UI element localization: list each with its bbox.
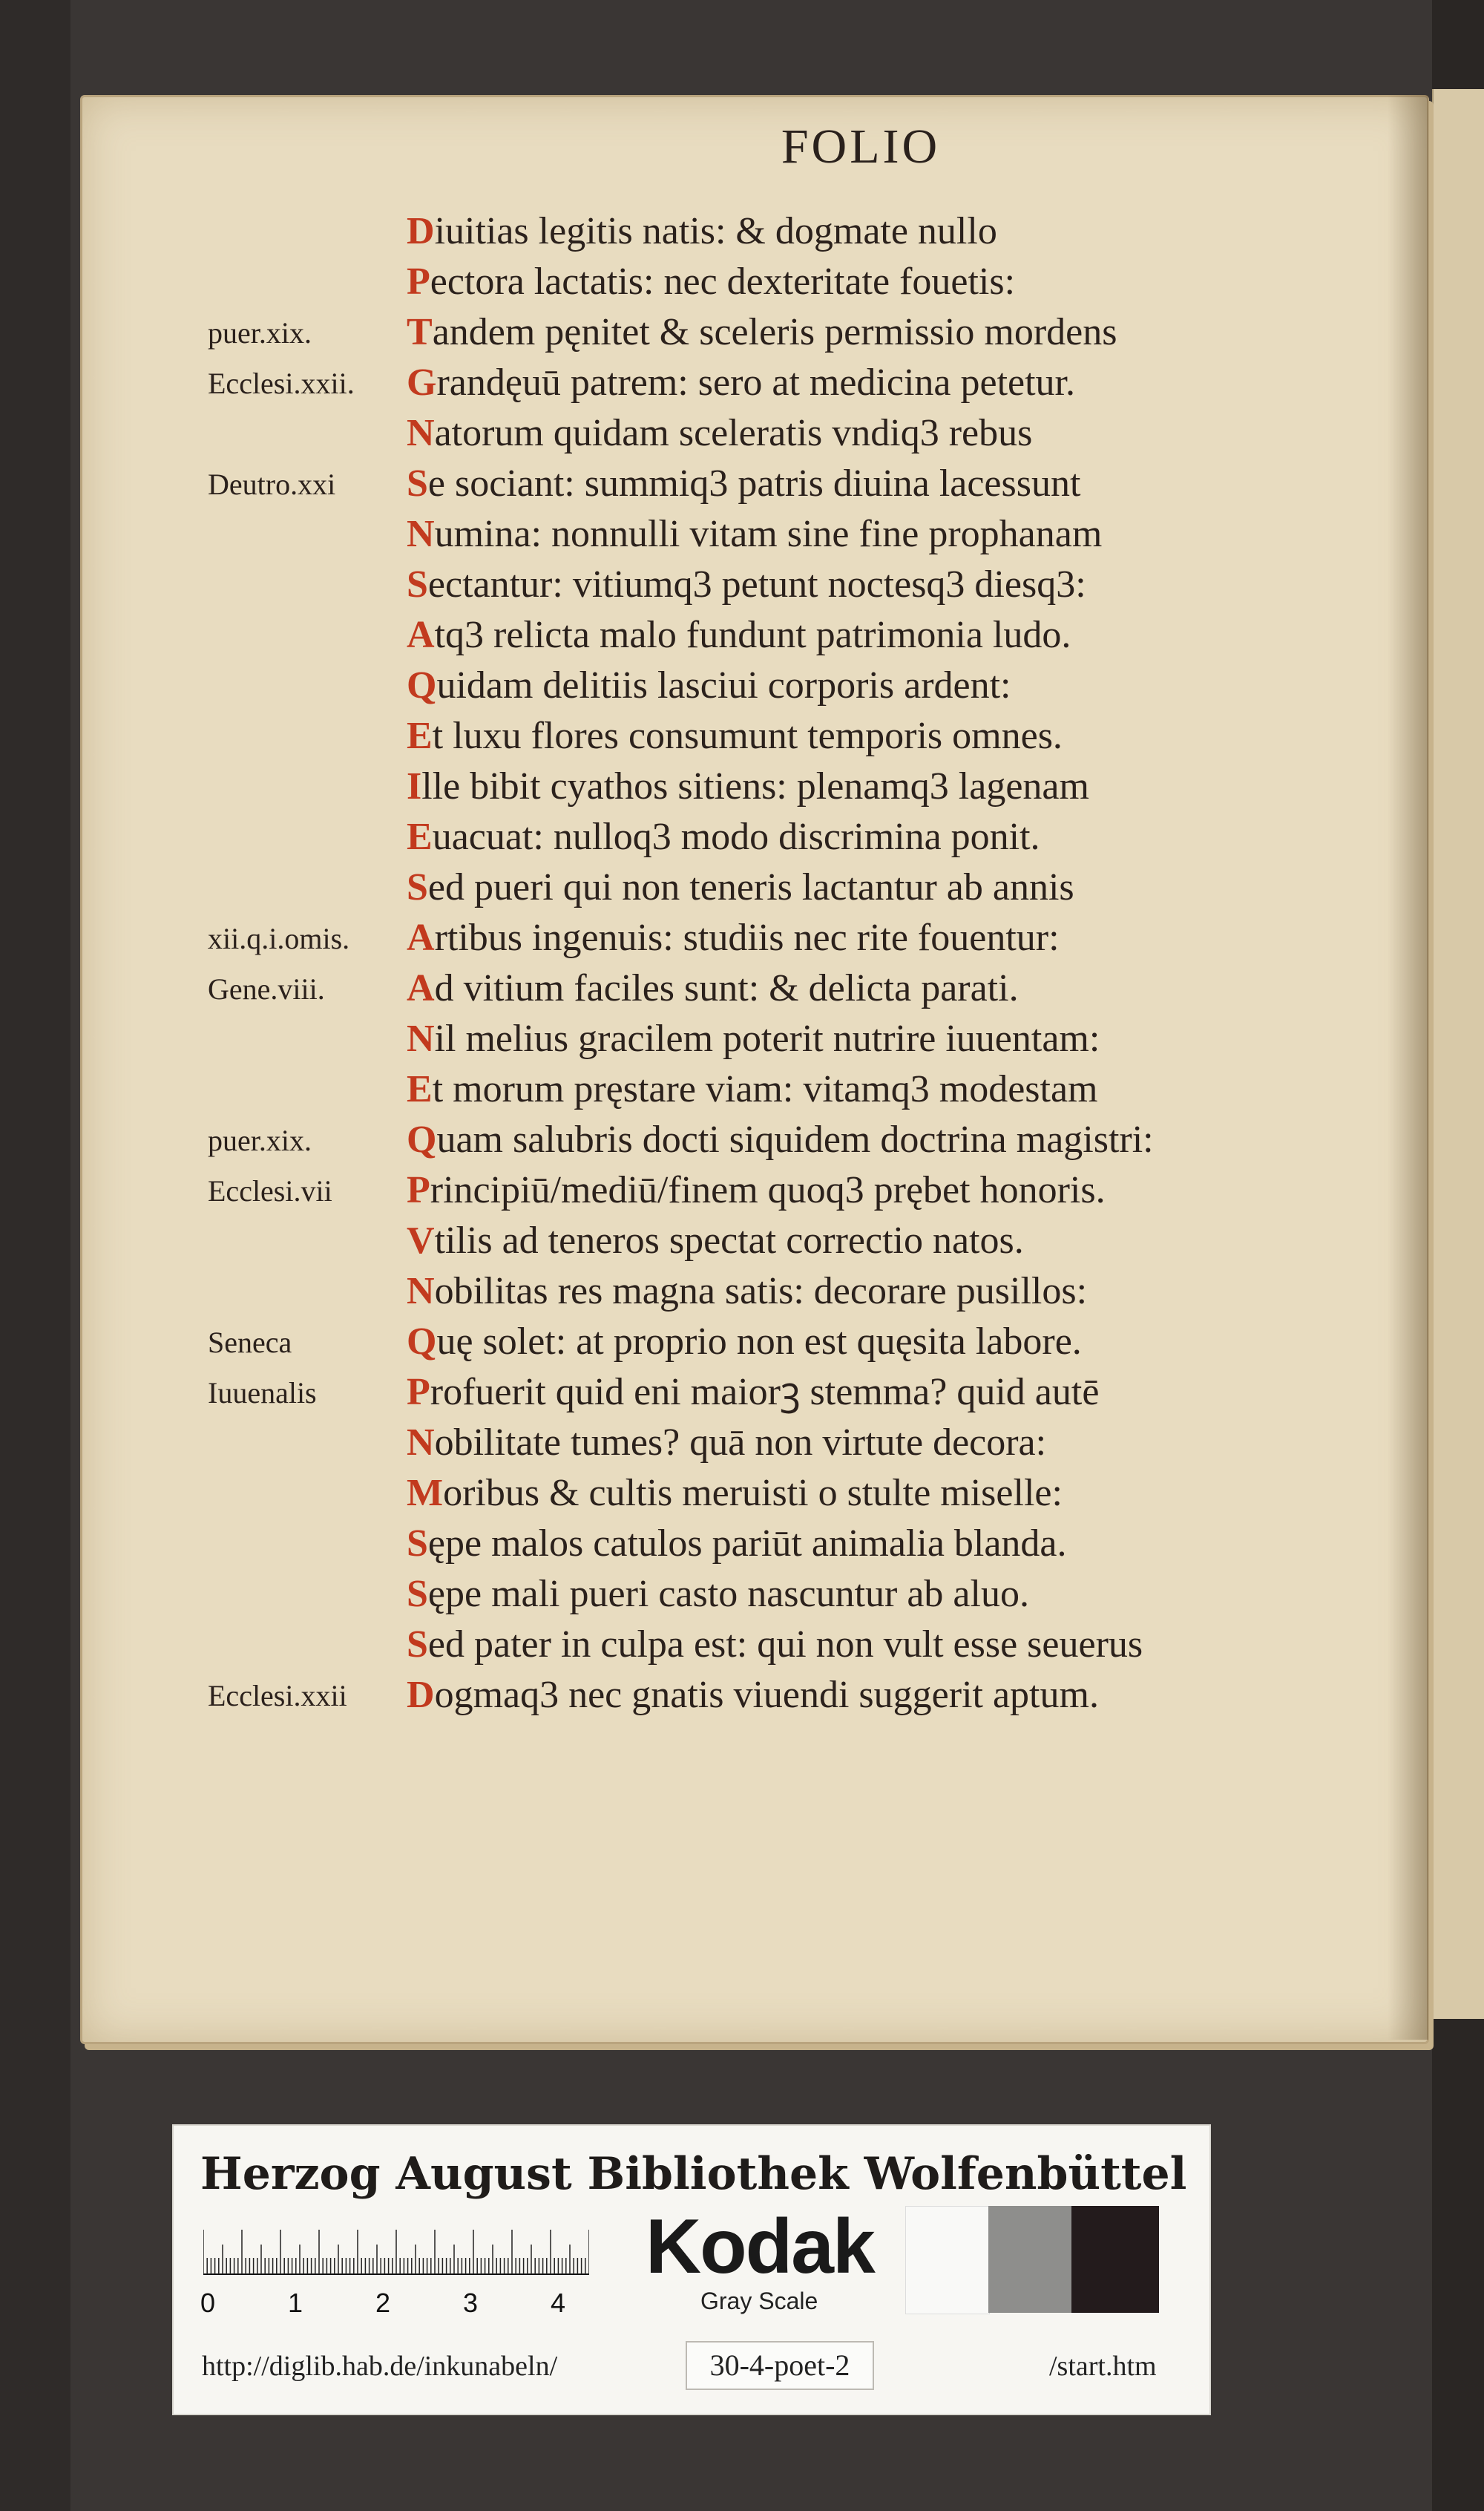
line-text: uam salubris docti siquidem doctrina magistri: bbox=[436, 1119, 1154, 1161]
ruler-number: 3 bbox=[463, 2288, 479, 2318]
text-lines bbox=[407, 206, 1327, 1721]
line-text: oribus & cultis meruisti o stulte miselle: bbox=[443, 1472, 1063, 1514]
text-line bbox=[407, 661, 1327, 711]
margin-note: Deutro.xxi bbox=[208, 468, 336, 501]
shelfmark: 30-4-poet-2 bbox=[686, 2341, 874, 2390]
rubricated-initial: E bbox=[407, 1068, 433, 1110]
gray-swatch-white bbox=[905, 2206, 990, 2314]
main-text-block bbox=[407, 206, 1327, 1721]
line-text: ectora lactatis: nec dexteritate fouetis: bbox=[430, 261, 1016, 303]
text-line bbox=[407, 862, 1327, 913]
margin-note: Iuuenalis bbox=[208, 1376, 317, 1410]
text-line bbox=[407, 1569, 1327, 1620]
url-base: http://diglib.hab.de/inkunabeln/ bbox=[202, 2351, 558, 2382]
line-text: ępe malos catulos pariūt animalia blanda. bbox=[427, 1522, 1067, 1565]
rubricated-initial: E bbox=[407, 715, 433, 757]
rubricated-initial: N bbox=[407, 1018, 435, 1060]
line-text: t morum pręstare viam: vitamq3 modestam bbox=[432, 1068, 1098, 1110]
gray-swatch-mid bbox=[988, 2206, 1071, 2313]
ruler-number: 4 bbox=[551, 2288, 566, 2318]
ruler-number: 2 bbox=[375, 2288, 391, 2318]
rubricated-initial: V bbox=[407, 1220, 435, 1262]
rubricated-initial: A bbox=[407, 614, 435, 656]
line-text: ępe mali pueri casto nascuntur ab aluo. bbox=[427, 1573, 1029, 1615]
margin-note: Seneca bbox=[208, 1326, 292, 1359]
text-line bbox=[407, 1519, 1327, 1569]
text-line bbox=[407, 1014, 1327, 1064]
text-line bbox=[407, 257, 1327, 307]
text-line bbox=[407, 1418, 1327, 1468]
line-text: rincipiū/mediū/finem quoq3 prębet honoris. bbox=[430, 1169, 1106, 1211]
text-line bbox=[407, 1064, 1327, 1115]
library-title: Herzog August Bibliothek Wolfenbüttel bbox=[200, 2148, 1187, 2200]
text-line bbox=[407, 1115, 1327, 1165]
line-text: t luxu flores consumunt temporis omnes. bbox=[432, 715, 1063, 757]
page-header-folio: FOLIO bbox=[781, 120, 941, 174]
scale-ruler bbox=[203, 2216, 589, 2276]
text-line bbox=[407, 408, 1327, 459]
text-line bbox=[407, 812, 1327, 862]
line-text: obilitate tumes? quā non virtute decora: bbox=[434, 1421, 1047, 1464]
rubricated-initial: N bbox=[407, 412, 435, 454]
margin-note: puer.xix. bbox=[208, 316, 312, 350]
text-line bbox=[407, 913, 1327, 963]
rubricated-initial: N bbox=[407, 1270, 435, 1312]
text-line bbox=[407, 307, 1327, 358]
line-text: uidam delitiis lasciui corporis ardent: bbox=[436, 664, 1011, 707]
rubricated-initial: D bbox=[407, 1674, 435, 1716]
line-text: il melius gracilem poterit nutrire iuuentam: bbox=[434, 1018, 1100, 1060]
rubricated-initial: Q bbox=[407, 1119, 437, 1161]
text-line bbox=[407, 1620, 1327, 1670]
line-text: tq3 relicta malo fundunt patrimonia ludo. bbox=[434, 614, 1071, 656]
line-text: rtibus ingenuis: studiis nec rite fouentur: bbox=[434, 917, 1060, 959]
text-line bbox=[407, 509, 1327, 560]
rubricated-initial: A bbox=[407, 917, 435, 959]
rubricated-initial: Q bbox=[407, 1320, 437, 1363]
line-text: rofuerit quid eni maiorꝫ stemma? quid autē bbox=[430, 1371, 1100, 1413]
url-suffix: /start.htm bbox=[1049, 2351, 1157, 2382]
text-line bbox=[407, 1367, 1327, 1418]
line-text: ed pater in culpa est: qui non vult esse seuerus bbox=[427, 1623, 1143, 1666]
text-line bbox=[407, 560, 1327, 610]
line-text: obilitas res magna satis: decorare pusillos: bbox=[434, 1270, 1088, 1312]
margin-note: puer.xix. bbox=[208, 1124, 312, 1157]
text-line bbox=[407, 711, 1327, 762]
line-text: atorum quidam sceleratis vndiq3 rebus bbox=[434, 412, 1033, 454]
rubricated-initial: M bbox=[407, 1472, 444, 1514]
line-text: andem pęnitet & sceleris permissio mordens bbox=[432, 311, 1117, 353]
gutter-shadow bbox=[1388, 95, 1428, 2040]
text-line bbox=[407, 1468, 1327, 1519]
kodak-logo: Kodak bbox=[646, 2204, 874, 2290]
text-line bbox=[407, 206, 1327, 257]
text-line bbox=[407, 1317, 1327, 1367]
text-line bbox=[407, 1216, 1327, 1266]
line-text: randęuū patrem: sero at medicina petetur. bbox=[436, 361, 1075, 404]
rubricated-initial: A bbox=[407, 967, 435, 1009]
line-text: lle bibit cyathos sitiens: plenamq3 lagenam bbox=[421, 765, 1089, 808]
rubricated-initial: N bbox=[407, 513, 435, 555]
rubricated-initial: P bbox=[407, 1371, 430, 1413]
rubricated-initial: S bbox=[407, 1623, 428, 1666]
adjacent-page-edge bbox=[1432, 89, 1484, 2019]
text-line bbox=[407, 459, 1327, 509]
line-text: iuitias legitis natis: & dogmate nullo bbox=[434, 210, 997, 252]
rubricated-initial: Q bbox=[407, 664, 437, 707]
text-line bbox=[407, 762, 1327, 812]
margin-note: Gene.viii. bbox=[208, 972, 325, 1006]
margin-note: Ecclesi.vii bbox=[208, 1174, 332, 1208]
text-line bbox=[407, 1670, 1327, 1721]
line-text: uacuat: nulloq3 modo discrimina ponit. bbox=[432, 816, 1040, 858]
rubricated-initial: S bbox=[407, 563, 428, 606]
line-text: ed pueri qui non teneris lactantur ab annis bbox=[427, 866, 1074, 909]
margin-note: Ecclesi.xxii. bbox=[208, 367, 355, 400]
line-text: d vitium faciles sunt: & delicta parati. bbox=[434, 967, 1019, 1009]
rubricated-initial: T bbox=[407, 311, 433, 353]
line-text: ogmaq3 nec gnatis viuendi suggerit aptum. bbox=[434, 1674, 1099, 1716]
text-line bbox=[407, 1266, 1327, 1317]
ruler-number: 1 bbox=[288, 2288, 303, 2318]
text-line bbox=[407, 358, 1327, 408]
text-line bbox=[407, 1165, 1327, 1216]
rubricated-initial: I bbox=[407, 765, 422, 808]
rubricated-initial: S bbox=[407, 1522, 428, 1565]
line-text: tilis ad teneros spectat correctio natos. bbox=[434, 1220, 1024, 1262]
rubricated-initial: D bbox=[407, 210, 435, 252]
margin-note: xii.q.i.omis. bbox=[208, 922, 350, 955]
margin-note: Ecclesi.xxii bbox=[208, 1679, 347, 1712]
rubricated-initial: S bbox=[407, 1573, 428, 1615]
rubricated-initial: P bbox=[407, 261, 430, 303]
gray-swatch-black bbox=[1071, 2206, 1159, 2313]
line-text: uę solet: at proprio non est quęsita labore. bbox=[436, 1320, 1082, 1363]
text-line bbox=[407, 963, 1327, 1014]
rubricated-initial: S bbox=[407, 866, 428, 909]
ruler-number: 0 bbox=[200, 2288, 216, 2318]
color-target-card bbox=[172, 2124, 1211, 2415]
gray-scale-label: Gray Scale bbox=[700, 2288, 818, 2314]
line-text: umina: nonnulli vitam sine fine prophanam bbox=[434, 513, 1103, 555]
line-text: ectantur: vitiumq3 petunt noctesq3 diesq3: bbox=[427, 563, 1086, 606]
rubricated-initial: S bbox=[407, 462, 428, 505]
rubricated-initial: G bbox=[407, 361, 437, 404]
rubricated-initial: N bbox=[407, 1421, 435, 1464]
rubricated-initial: P bbox=[407, 1169, 430, 1211]
rubricated-initial: E bbox=[407, 816, 433, 858]
ruler-numbers bbox=[200, 2288, 616, 2325]
line-text: e sociant: summiq3 patris diuina lacessunt bbox=[427, 462, 1081, 505]
scan-background-left bbox=[0, 0, 70, 2511]
text-line bbox=[407, 610, 1327, 661]
